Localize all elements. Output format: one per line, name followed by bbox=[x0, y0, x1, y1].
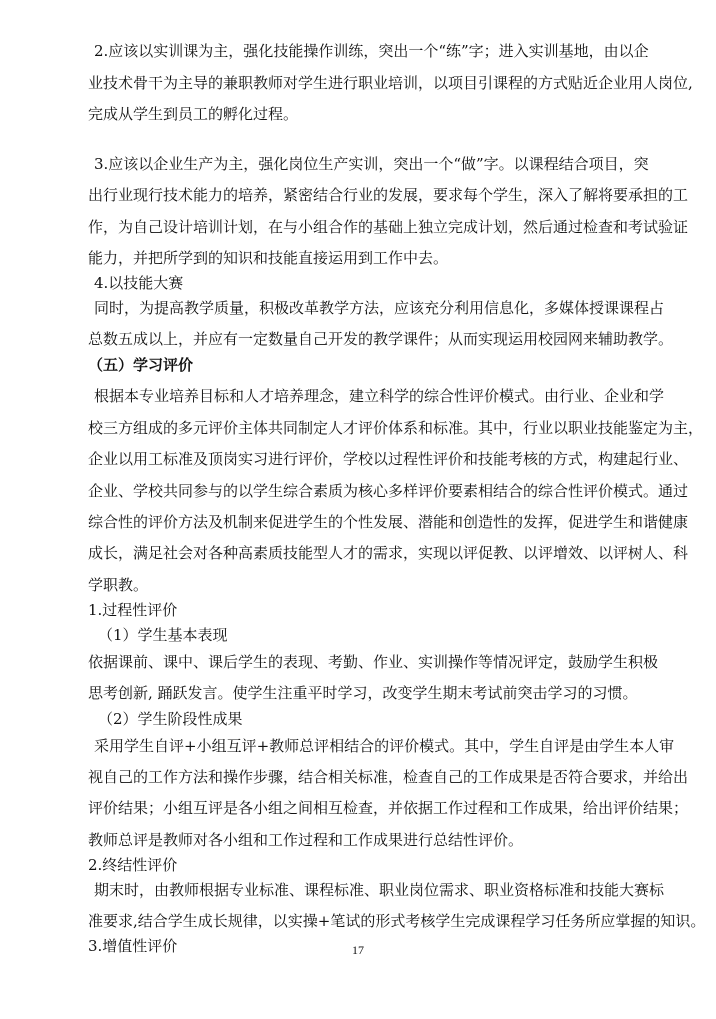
paragraph-line: 思考创新, 踊跃发言。使学生注重平时学习，改变学生期末考试前突击学习的习惯。 bbox=[88, 684, 638, 702]
paragraph-line: 能力，并把所学到的知识和技能直接运用到工作中去。 bbox=[88, 249, 449, 267]
section-heading: （五）学习评价 bbox=[88, 356, 194, 374]
paragraph-line: 完成从学生到员工的孵化过程。 bbox=[88, 105, 299, 123]
paragraph-line: 出行业现行技术能力的培养，紧密结合行业的发展，要求每个学生，深入了解将要承担的工 bbox=[88, 186, 689, 204]
paragraph-line: 采用学生自评+小组互评+教师总评相结合的评价模式。其中，学生自评是由学生本人审 bbox=[94, 737, 675, 755]
paragraph-line: 3.应该以企业生产为主，强化岗位生产实训，突出一个“做”字。以课程结合项目，突 bbox=[94, 155, 649, 173]
paragraph-line: 准要求,结合学生成长规律，以实操+笔试的形式考核学生完成课程学习任务所应掌握的知识。 bbox=[88, 912, 706, 930]
paragraph-line: 业技术骨干为主导的兼职教师对学生进行职业培训，以项目引课程的方式贴近企业用人岗位, bbox=[88, 74, 693, 92]
paragraph-line: 企业、学校共同参与的以学生综合素质为核心多样评价要素相结合的综合性评价模式。通过 bbox=[88, 482, 689, 500]
paragraph-line: 视自己的工作方法和操作步骤，结合相关标准，检查自己的工作成果是否符合要求，并给出 bbox=[88, 768, 689, 786]
paragraph-line: 教师总评是教师对各小组和工作过程和工作成果进行总结性评价。 bbox=[88, 831, 524, 849]
paragraph-line: 2.应该以实训课为主，强化技能操作训练，突出一个“练”字；进入实训基地，由以企 bbox=[94, 42, 649, 60]
paragraph-line: 作，为自己设计培训计划，在与小组合作的基础上独立完成计划，然后通过检查和考试验证 bbox=[88, 218, 689, 236]
subsection-title: 1.过程性评价 bbox=[88, 601, 178, 619]
paragraph-line: 同时，为提高教学质量，积极改革教学方法，应该充分利用信息化，多媒体授课课程占 bbox=[94, 299, 665, 317]
paragraph-line: 总数五成以上，并应有一定数量自己开发的教学课件；从而实现运用校园网来辅助教学。 bbox=[88, 330, 674, 348]
subsection-title: 2.终结性评价 bbox=[88, 856, 178, 874]
paragraph-line: 期末时，由教师根据专业标准、课程标准、职业岗位需求、职业资格标准和技能大赛标 bbox=[94, 881, 665, 899]
section-item-title: 4.以技能大赛 bbox=[94, 274, 184, 292]
subsection-title: 3.增值性评价 bbox=[88, 937, 178, 955]
paragraph-line: 企业以用工标准及顶岗实习进行评价，学校以过程性评价和技能考核的方式，构建起行业、 bbox=[88, 450, 689, 468]
paragraph-line: 综合性的评价方法及机制来促进学生的个性发展、潜能和创造性的发挥，促进学生和谐健康 bbox=[88, 513, 689, 531]
subsection-item-title: （2）学生阶段性成果 bbox=[98, 710, 243, 728]
paragraph-line: 校三方组成的多元评价主体共同制定人才评价体系和标准。其中，行业以职业技能鉴定为主， bbox=[88, 419, 704, 437]
page-number: 17 bbox=[352, 943, 364, 957]
subsection-item-title: （1）学生基本表现 bbox=[98, 626, 228, 644]
paragraph-line: 依据课前、课中、课后学生的表现、考勤、作业、实训操作等情况评定，鼓励学生积极 bbox=[88, 653, 659, 671]
paragraph-line: 成长，满足社会对各种高素质技能型人才的需求，实现以评促教、以评增效、以评树人、科 bbox=[88, 544, 689, 562]
paragraph-line: 学职教。 bbox=[88, 576, 149, 594]
paragraph-line: 根据本专业培养目标和人才培养理念，建立科学的综合性评价模式。由行业、企业和学 bbox=[94, 387, 665, 405]
paragraph-line: 评价结果；小组互评是各小组之间相互检查，并依据工作过程和工作成果，给出评价结果； bbox=[88, 799, 689, 817]
